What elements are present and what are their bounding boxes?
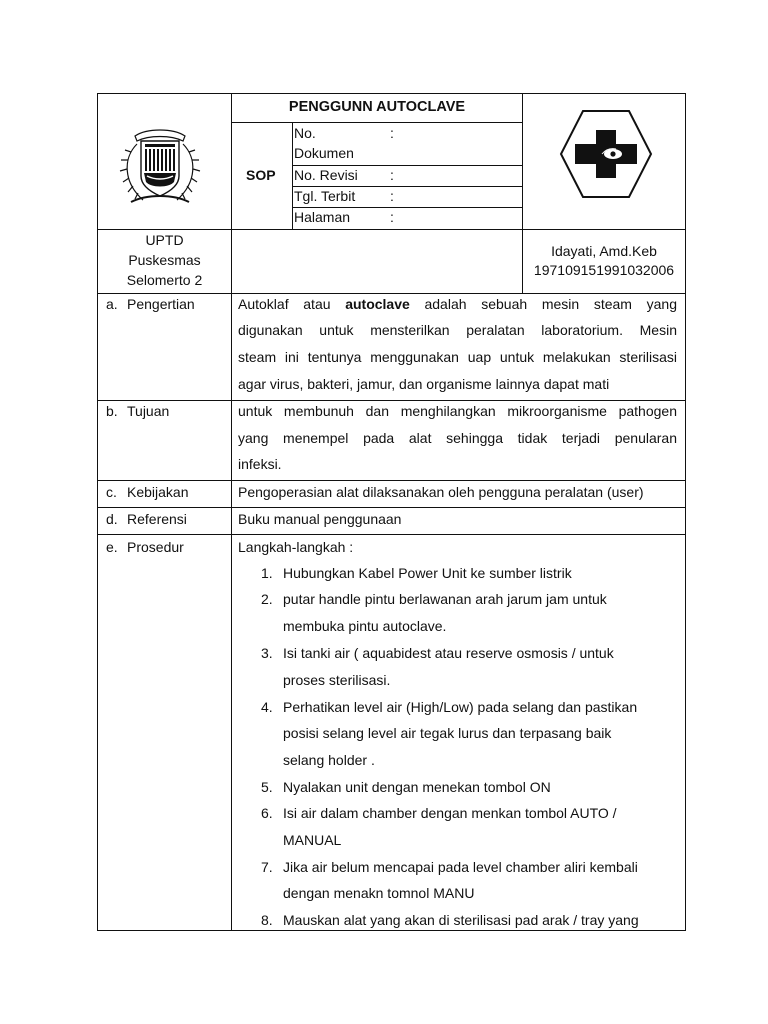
title-row-divider [231,122,523,123]
row-divider-header [97,229,686,230]
table-border-right [685,93,686,931]
field-no-dokumen-label-2: Dokumen [294,145,354,161]
step-4-line-1: Perhatikan level air (High/Low) pada selang dan pastikan [283,699,638,715]
signer-name: Idayati, Amd.Keb [551,243,657,259]
step-1-line-1: Hubungkan Kabel Power Unit ke sumber listrik [283,565,572,581]
field-no-dokumen-label-1: No. [294,125,316,141]
pengertian-text-after: adalah sebuah mesin steam yang [424,296,678,312]
pengertian-bold-term: autoclave [345,296,410,312]
step-6-line-2: MANUAL [283,832,342,848]
section-label-tujuan: Tujuan [127,403,170,419]
row-divider-kebijakan [97,507,686,508]
section-label-kebijakan: Kebijakan [127,484,189,500]
tujuan-line-2: yang menempel pada alat sehingga tidak terjadi penularan [238,430,677,446]
section-letter-pengertian: a. [106,296,118,312]
pengertian-line-1 [238,297,677,311]
section-label-prosedur: Prosedur [127,539,184,555]
step-3-number: 3. [261,645,273,661]
step-7-line-2: dengan menakn tomnol MANU [283,885,475,901]
regency-emblem-logo [117,124,203,208]
row-divider-org [97,293,686,294]
document-title: PENGGUNN AUTOCLAVE [288,99,466,115]
step-3-line-1: Isi tanki air ( aquabidest atau reserve osmosis / untuk [283,645,614,661]
pengertian-line-4: agar virus, bakteri, jamur, dan organisme lainnya dapat mati [238,376,610,392]
step-4-line-2: posisi selang level air tegak lurus dan terpasang baik [283,725,612,741]
row-divider-referensi [97,534,686,535]
field-divider-1 [292,165,523,166]
table-border-top [97,93,686,94]
kebijakan-text: Pengoperasian alat dilaksanakan oleh pengguna peralatan (user) [238,484,644,500]
field-no-dokumen-colon: : [390,125,394,141]
field-no-revisi-label: No. Revisi [294,167,358,183]
step-6-number: 6. [261,805,273,821]
tujuan-line-3: infeksi. [238,456,282,472]
referensi-text: Buku manual penggunaan [238,511,402,527]
pengertian-line-2: digunakan untuk mensterilkan peralatan laboratorium. Mesin [238,322,677,338]
row-divider-pengertian [97,400,686,401]
field-tgl-terbit-colon: : [390,188,394,204]
signer-id: 197109151991032006 [533,262,675,278]
org-line-1: UPTD [145,232,184,248]
tujuan-line-1: untuk membunuh dan menghilangkan mikroorganisme pathogen [238,403,677,419]
step-8-line-1: Mauskan alat yang akan di sterilisasi pad arak / tray yang [283,912,639,928]
field-divider-3 [292,207,523,208]
section-label-referensi: Referensi [127,511,187,527]
step-2-number: 2. [261,591,273,607]
step-3-line-2: proses sterilisasi. [283,672,391,688]
step-4-number: 4. [261,699,273,715]
step-1-number: 1. [261,565,273,581]
column-divider-1 [231,93,232,931]
step-7-line-1: Jika air belum mencapai pada level chamber aliri kembali [283,859,638,875]
prosedur-intro: Langkah-langkah : [238,539,354,555]
pengertian-line-3: steam ini tentunya menggunakan uap untuk melakukan sterilisasi [238,349,677,365]
row-divider-tujuan [97,480,686,481]
step-8-number: 8. [261,912,273,928]
field-no-revisi-colon: : [390,167,394,183]
field-halaman-label: Halaman [294,209,351,225]
field-divider-2 [292,186,523,187]
step-7-number: 7. [261,859,273,875]
step-5-line-1: Nyalakan unit dengan menekan tombol ON [283,779,551,795]
section-label-pengertian: Pengertian [127,296,195,312]
step-2-line-1: putar handle pintu berlawanan arah jarum jam untuk [283,591,607,607]
step-4-line-3: selang holder . [283,752,375,768]
section-letter-kebijakan: c. [106,484,117,500]
sop-label: SOP [246,167,276,183]
field-tgl-terbit-label: Tgl. Terbit [294,188,356,204]
table-border-left [97,93,98,931]
step-6-line-1: Isi air dalam chamber dengan menkan tombol AUTO / [283,805,617,821]
sop-divider [292,122,293,229]
step-5-number: 5. [261,779,273,795]
field-halaman-colon: : [390,209,394,225]
org-line-2: Puskesmas [128,252,201,268]
org-line-3: Selomerto 2 [126,272,203,288]
section-letter-referensi: d. [106,511,118,527]
table-border-bottom [97,930,686,931]
section-letter-tujuan: b. [106,403,118,419]
pengertian-text-before: Autoklaf atau [238,296,331,312]
section-letter-prosedur: e. [106,539,118,555]
step-2-line-2: membuka pintu autoclave. [283,618,447,634]
puskesmas-logo [558,106,654,202]
